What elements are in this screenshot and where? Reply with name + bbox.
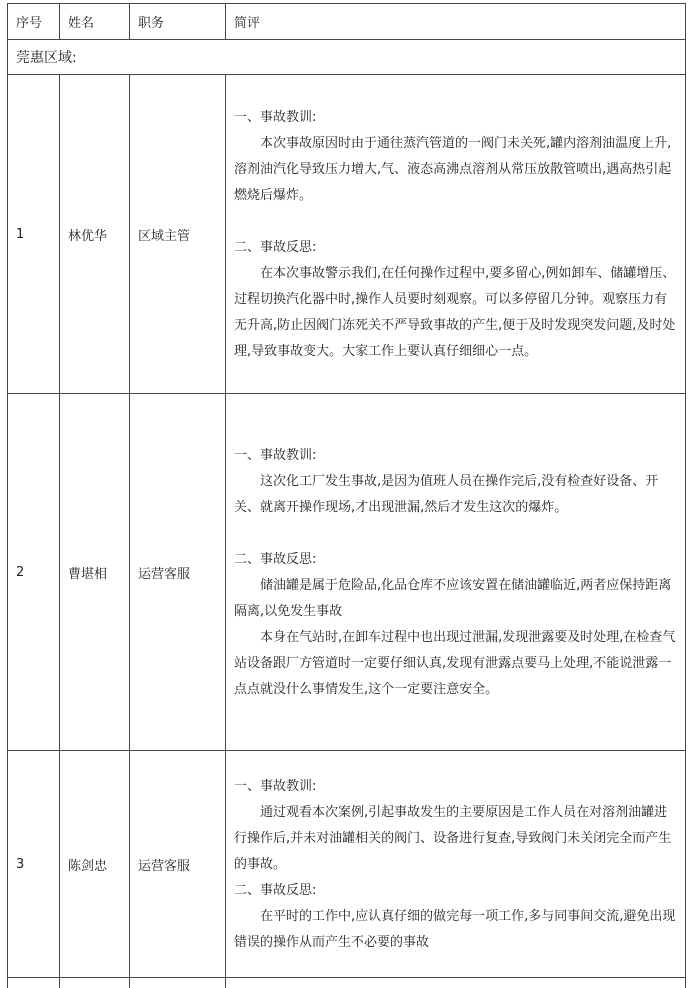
- table-row: [8, 394, 686, 751]
- lesson-text: 通过观看本次案例,引起事故发生的主要原因是工作人员在对溶剂油罐进行操作后,并未对油罐相关的阀门、设备进行复查,导致阀门未关闭完全而产生的事故。: [234, 800, 677, 878]
- row-role: 运营客服: [130, 394, 226, 751]
- partial-cell: [226, 978, 686, 988]
- row-name: 林优华: [60, 75, 130, 394]
- reflect-text: 储油罐是属于危险品,化品仓库不应该安置在储油罐临近,两者应保持距离隔离,以免发生事故: [234, 573, 677, 625]
- row-comment: [226, 394, 686, 751]
- row-comment: [226, 75, 686, 394]
- header-comment: 简评: [226, 4, 686, 40]
- table-row: [8, 75, 686, 394]
- lesson-text: 本次事故原因时由于通往蒸汽管道的一阀门未关死,罐内溶剂油温度上升,溶剂油汽化导致压力增大,气、液态高沸点溶剂从常压放散管喷出,遇高热引起燃烧后爆炸。: [234, 131, 677, 209]
- reflect-text-2: 本身在气站时,在卸车过程中也出现过泄漏,发现泄露要及时处理,在检查气站设备跟厂方管道时一定要仔细认真,发现有泄露点要马上处理,不能说泄露一点点就没什么事情发生,这个一定要注意安全。: [234, 625, 677, 703]
- reflect-title: 二、事故反思:: [234, 878, 677, 904]
- lesson-text: 这次化工厂发生事故,是因为值班人员在操作完后,没有检查好设备、开关、就离开操作现场,才出现泄漏,然后才发生这次的爆炸。: [234, 469, 677, 521]
- lesson-title: 一、事故教训:: [234, 105, 677, 131]
- row-name: 陈剑忠: [60, 751, 130, 978]
- row-index: 3: [8, 751, 60, 978]
- lesson-title: 一、事故教训:: [234, 774, 677, 800]
- row-role: 运营客服: [130, 751, 226, 978]
- partial-cell: [8, 978, 60, 988]
- row-role: 区域主管: [130, 75, 226, 394]
- row-name: 曹堪相: [60, 394, 130, 751]
- table-header-row: [8, 4, 686, 40]
- table-row: [8, 751, 686, 978]
- reflect-title: 二、事故反思:: [234, 547, 677, 573]
- row-comment: [226, 751, 686, 978]
- region-label: 莞惠区域:: [8, 40, 686, 75]
- row-index: 2: [8, 394, 60, 751]
- header-role: 职务: [130, 4, 226, 40]
- table-row-partial: [8, 978, 686, 988]
- region-row: [8, 40, 686, 75]
- lesson-title: 一、事故教训:: [234, 443, 677, 469]
- partial-cell: [60, 978, 130, 988]
- header-index: 序号: [8, 4, 60, 40]
- row-index: 1: [8, 75, 60, 394]
- partial-cell: [130, 978, 226, 988]
- reflect-text: 在平时的工作中,应认真仔细的做完每一项工作,多与同事间交流,避免出现错误的操作从而产生不必要的事故: [234, 904, 677, 956]
- reflect-text: 在本次事故警示我们,在任何操作过程中,要多留心,例如卸车、储罐增压、过程切换汽化器中时,操作人员要时刻观察。可以多停留几分钟。观察压力有无升高,防止因阀门冻死关不严导致事故的产生,便于及时发现突发问题,及时处理,导致事故变大。大家工作上要认真仔细细心一点。: [234, 261, 677, 365]
- review-table: [7, 3, 686, 988]
- header-name: 姓名: [60, 4, 130, 40]
- reflect-title: 二、事故反思:: [234, 235, 677, 261]
